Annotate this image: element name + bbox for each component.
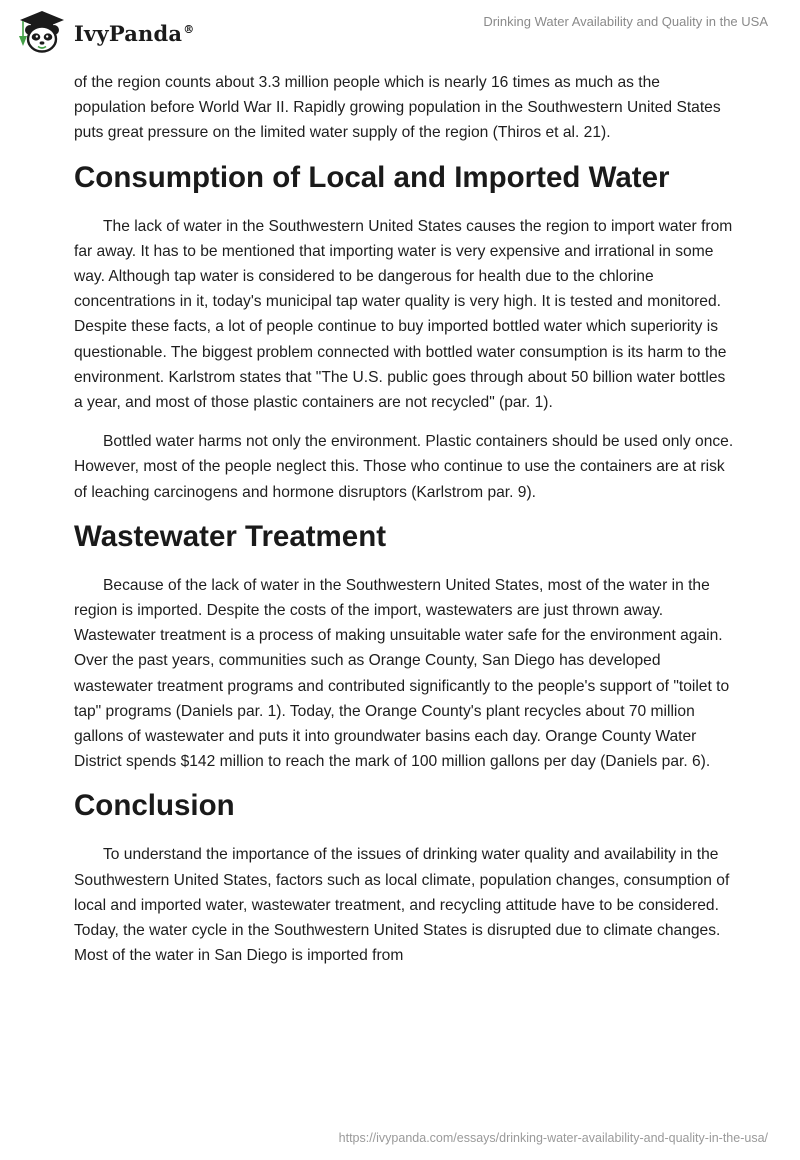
paragraph: The lack of water in the Southwestern United States causes the region to import water from far away. It has to be mentioned that importing water is very expensive and irrational in some way. Although tap water is considered to be dangerous for health due to the chlorine concentrations in it, today's municipal tap water quality is very high. It is tested and monitored. Despite these facts, a lot of people continue to buy imported bottled water which superiority is questionable. The biggest problem connected with bottled water consumption is its harm to the environment. Karlstrom states that "The U.S. public goes through about 50 billion water bottles a year, and most of those plastic containers are not recycled" (par. 1). <box>74 217 733 412</box>
source-url-link[interactable]: https://ivypanda.com/essays/drinking-water-availability-and-quality-in-the-usa/ <box>338 1131 768 1145</box>
page-header <box>0 0 800 64</box>
paragraph: To understand the importance of the issues of drinking water quality and availability in the Southwestern United States, factors such as local climate, population changes, consumption of local and imported water, wastewater treatment, and recycling attitude have to be considered. Today, the water cycle in the Southwestern United States is disrupted due to climate changes. Most of the water in San Diego is imported from <box>74 846 730 965</box>
essay-body <box>74 70 734 982</box>
brand-logo[interactable] <box>14 8 194 54</box>
section-heading-consumption: Consumption of Local and Imported Water <box>74 160 670 194</box>
paragraph: Because of the lack of water in the Southwestern United States, most of the water in the region is imported. Despite the costs of the import, wastewaters are just thrown away. Wastewater treatment is a process of making unsuitable water safe for the environment again. Over the past years, communities such as Orange County, San Diego has developed wastewater treatment programs and contributed significantly to the people's support of "toilet to tap" programs (Daniels par. 1). Today, the Orange County's plant recycles about 70 million gallons of wastewater and puts it into groundwater basins each day. Orange County Water District spends $142 million to reach the mark of 100 million gallons per day (Daniels par. 6). <box>74 576 730 771</box>
document-title: Drinking Water Availability and Quality in the USA <box>483 14 768 29</box>
paragraph: Bottled water harms not only the environment. Plastic containers should be used only once. However, most of the people neglect this. Those who continue to use the containers are at risk of leaching carcinogens and hormone disruptors (Karlstrom par. 9). <box>74 433 734 501</box>
section-heading-conclusion: Conclusion <box>74 789 235 823</box>
panda-graduate-icon <box>14 8 70 54</box>
section-heading-wastewater: Wastewater Treatment <box>74 519 387 553</box>
intro-paragraph: of the region counts about 3.3 million people which is nearly 16 times as much as the population before World War II. Rapidly growing population in the Southwestern United States puts great pressure on the limited water supply of the region (Thiros et al. 21). <box>74 74 721 142</box>
brand-name: IvyPanda® <box>74 20 195 46</box>
